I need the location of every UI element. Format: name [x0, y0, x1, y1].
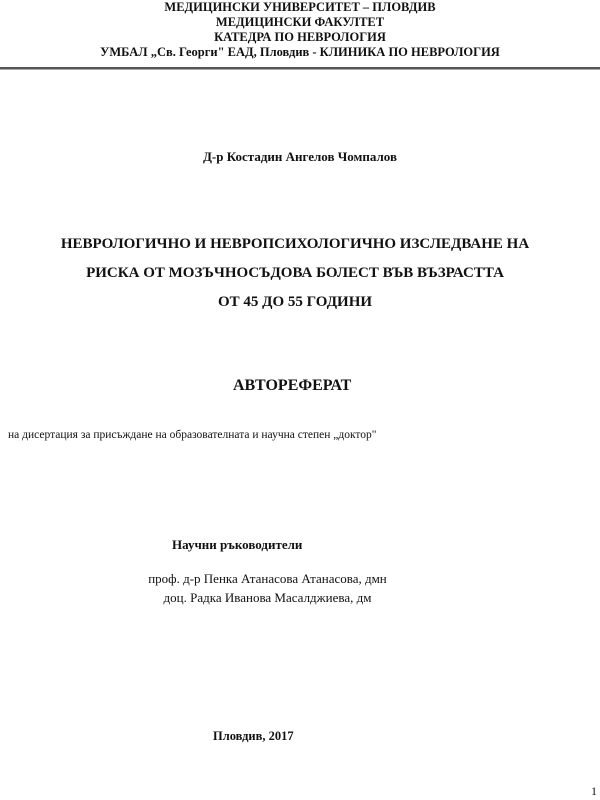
document-subtitle: на дисертация за присъждане на образователната и научна степен „доктор": [8, 429, 377, 441]
title-line-3: ОТ 45 ДО 55 ГОДИНИ: [217, 294, 373, 310]
header-line-department: КАТЕДРА ПО НЕВРОЛОГИЯ: [214, 30, 386, 44]
header-line-university: МЕДИЦИНСКИ УНИВЕРСИТЕТ – ПЛОВДИВ: [164, 0, 436, 14]
header-divider: [0, 67, 600, 70]
supervisor-1: проф. д-р Пенка Атанасова Атанасова, дмн: [148, 571, 387, 586]
supervisors-heading: Научни ръководители: [172, 537, 303, 552]
author-name: Д-р Костадин Ангелов Чомпалов: [202, 149, 398, 164]
supervisor-2: доц. Радка Иванова Масалджиева, дм: [163, 590, 372, 605]
place-year: Пловдив, 2017: [213, 729, 294, 743]
header-line-faculty: МЕДИЦИНСКИ ФАКУЛТЕТ: [215, 15, 385, 29]
page-number: 1: [591, 784, 597, 798]
document-type: АВТОРЕФЕРАТ: [233, 377, 352, 394]
title-line-1: НЕВРОЛОГИЧНО И НЕВРОПСИХОЛОГИЧНО ИЗСЛЕДВАНЕ НА: [60, 236, 530, 252]
header-line-hospital: УМБАЛ „Св. Георги" ЕАД, Пловдив - КЛИНИКА ПО НЕВРОЛОГИЯ: [100, 45, 500, 59]
title-line-2: РИСКА ОТ МОЗЪЧНОСЪДОВА БОЛЕСТ ВЪВ ВЪЗРАСТТА: [86, 265, 504, 281]
